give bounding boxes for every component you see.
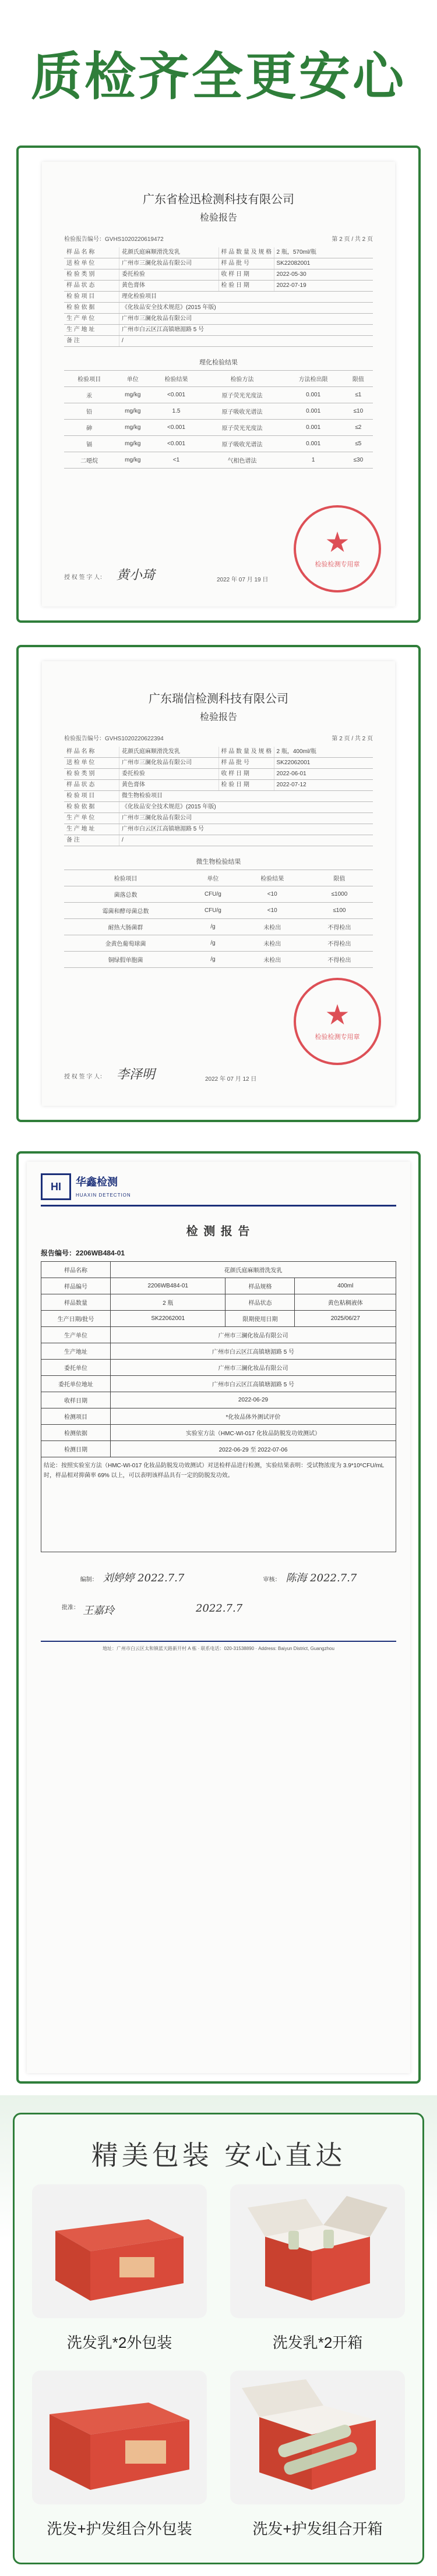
table-cell: 汞 xyxy=(64,387,114,403)
package-item-1 xyxy=(32,2184,207,2353)
info-row xyxy=(64,269,373,281)
info-value: / xyxy=(122,338,124,344)
table-cell: 0.001 xyxy=(283,436,344,452)
report3-compiler-signature: 刘婷婷 2022.7.7 xyxy=(103,1572,185,1584)
info-label: 生 产 地 址 xyxy=(64,325,119,335)
info-label: 送 检 单 位 xyxy=(64,758,119,768)
table-cell: ≤100 xyxy=(306,903,373,919)
table-cell: 未检出 xyxy=(239,935,306,952)
column-header: 方法检出限 xyxy=(283,371,344,387)
table-row xyxy=(41,1360,396,1376)
report1-number: 检验报告编号：GVHS1020220619472 xyxy=(64,236,164,243)
field-value: 广州市三澜化妆品有限公司 xyxy=(111,1327,396,1343)
field-label: 样品编号 xyxy=(41,1278,111,1294)
table-cell: mg/kg xyxy=(114,436,151,452)
info-row xyxy=(64,802,373,813)
info-value: 理化检验项目 xyxy=(122,293,157,300)
field-label: 委托单位 xyxy=(41,1360,111,1376)
report-document-3 xyxy=(27,1162,410,2073)
conclusion-text: 结论：按照实验室方法（HMC-WI-017 化妆品防脱发功效测试）对送检样品进行检测，实验结果表明：受试物浓度为 3.9*10⁶CFU/mL 时，样品相对抑菌率 69% 以上，可以表明该样品具有一定的防脱发功效。 xyxy=(41,1457,396,1552)
field-value: 2025/06/27 xyxy=(295,1311,396,1327)
info-value: 广州市白云区江高镇塘湄路 5 号 xyxy=(122,327,205,333)
table-cell: 金黄色葡萄球菌 xyxy=(64,935,187,952)
info-value: 广州市三澜化妆品有限公司 xyxy=(122,315,192,322)
table-cell: mg/kg xyxy=(114,452,151,469)
table-cell: 0.001 xyxy=(283,420,344,436)
report2-results-table xyxy=(64,870,373,968)
table-row xyxy=(64,387,373,403)
table-row xyxy=(64,952,373,968)
info-row xyxy=(64,325,373,336)
table-row xyxy=(64,919,373,935)
field-value: 广州市白云区江高镇塘湄路 5 号 xyxy=(111,1376,396,1392)
stamp-star-icon: ★ xyxy=(325,1000,350,1031)
report2-signature: 李泽明 xyxy=(116,1067,155,1082)
report3-reviewer-signature: 陈海 2022.7.7 xyxy=(286,1572,357,1584)
info-value: 广州市三澜化妆品有限公司 xyxy=(122,760,192,766)
report2-stamp xyxy=(294,978,381,1065)
table-cell: 耐热大肠菌群 xyxy=(64,919,187,935)
table-cell: <0.001 xyxy=(151,436,201,452)
report1-title: 检验报告 xyxy=(199,212,237,223)
field-label: 样品数量 xyxy=(41,1294,111,1311)
package-caption-2: 洗发乳*2开箱 xyxy=(272,2334,363,2351)
table-cell: 0.001 xyxy=(283,403,344,420)
report3-approver-label: 批准： xyxy=(62,1605,79,1611)
table-cell: 原子荧光光度法 xyxy=(202,387,283,403)
info-row xyxy=(64,747,373,758)
info-row xyxy=(64,336,373,347)
info-label: 检 验 类 别 xyxy=(64,269,119,280)
field-value: 广州市白云区江高镇塘湄路 5 号 xyxy=(111,1343,396,1360)
report2-title: 检验报告 xyxy=(199,711,237,722)
table-cell: CFU/g xyxy=(187,886,239,903)
info-label: 检 验 依 据 xyxy=(64,303,119,313)
packaging-card xyxy=(13,2113,424,2564)
report3-approver-signature: 王嘉玲 xyxy=(83,1605,114,1617)
info-value: 2 瓶，570ml/瓶 xyxy=(276,249,316,256)
info-value: 《化妆品安全技术规范》(2015 年版) xyxy=(122,304,216,311)
info-label: 生 产 单 位 xyxy=(64,314,119,324)
table-header-row xyxy=(64,870,373,886)
table-cell: 不得检出 xyxy=(306,919,373,935)
info-value: SK22062001 xyxy=(276,760,311,766)
field-label: 收样日期 xyxy=(41,1392,111,1408)
table-cell: <0.001 xyxy=(151,420,201,436)
field-value: 花颜氏庭麻顺滑洗发乳 xyxy=(111,1262,396,1278)
table-cell: 原子吸收光谱法 xyxy=(202,403,283,420)
package-item-2 xyxy=(230,2184,405,2353)
packaging-title: 精美包装 安心直达 xyxy=(91,2139,346,2171)
report3-compiler-label: 编制： xyxy=(80,1577,98,1583)
info-row xyxy=(64,758,373,769)
table-cell: 未检出 xyxy=(239,919,306,935)
table-cell: 霉菌和酵母菌总数 xyxy=(64,903,187,919)
info-value: 2022-06-01 xyxy=(276,771,306,777)
package-item-3 xyxy=(32,2371,207,2539)
table-row xyxy=(64,903,373,919)
field-label: 生产地址 xyxy=(41,1343,111,1360)
table-cell: ≤10 xyxy=(344,403,373,420)
info-row xyxy=(64,769,373,780)
table-row xyxy=(64,935,373,952)
field-label: 样品规格 xyxy=(225,1278,295,1294)
info-value: 2 瓶，400ml/瓶 xyxy=(276,748,316,755)
table-cell: /g xyxy=(187,952,239,968)
info-label: 检 验 项 目 xyxy=(64,791,119,801)
info-row xyxy=(64,835,373,846)
table-row xyxy=(41,1262,396,1278)
hero xyxy=(0,0,437,146)
info-value: 广州市三澜化妆品有限公司 xyxy=(122,815,192,821)
report3-header-bar xyxy=(41,1205,396,1207)
table-cell: 原子吸收光谱法 xyxy=(202,436,283,452)
info-row xyxy=(64,292,373,303)
info-row xyxy=(64,813,373,824)
report-card-2 xyxy=(16,645,421,1122)
report-card-3 xyxy=(16,1151,421,2084)
field-label: 检测依据 xyxy=(41,1425,111,1441)
report2-date: 2022 年 07 月 12 日 xyxy=(205,1076,257,1083)
report3-signatures xyxy=(41,1570,396,1585)
field-value: 400ml xyxy=(295,1278,396,1294)
info-label: 检 验 日 期 xyxy=(218,780,274,790)
column-header: 限值 xyxy=(344,371,373,387)
package-photo-1 xyxy=(32,2184,207,2318)
package-caption-3: 洗发+护发组合外包装 xyxy=(47,2520,192,2538)
table-row xyxy=(41,1425,396,1441)
field-value: *化妆品体外测试评价 xyxy=(111,1408,396,1425)
table-row xyxy=(64,436,373,452)
report1-signature: 黄小琦 xyxy=(116,568,155,583)
info-label: 样 品 名 称 xyxy=(64,247,119,258)
report3-number: 报告编号：2206WB484-01 xyxy=(41,1249,125,1257)
table-cell: 不得检出 xyxy=(306,935,373,952)
package-item-4 xyxy=(230,2371,405,2539)
report2-info xyxy=(64,747,373,846)
table-cell: /g xyxy=(187,935,239,952)
column-header: 限值 xyxy=(306,870,373,886)
info-label: 样 品 状 态 xyxy=(64,281,119,291)
column-header: 单位 xyxy=(114,371,151,387)
report-card-1 xyxy=(16,146,421,623)
field-value: 2 瓶 xyxy=(111,1294,225,1311)
table-cell: mg/kg xyxy=(114,403,151,420)
table-row xyxy=(41,1376,396,1392)
table-row xyxy=(41,1294,396,1311)
info-value: 花颜氏庭麻顺滑洗发乳 xyxy=(122,249,180,256)
conclusion-row xyxy=(41,1457,396,1552)
field-label: 委托单位地址 xyxy=(41,1376,111,1392)
info-label: 收 样 日 期 xyxy=(218,769,274,779)
info-value: 委托检验 xyxy=(122,271,145,278)
huaxin-logo-cn: 华鑫检测 xyxy=(76,1176,118,1188)
info-row xyxy=(64,303,373,314)
field-label: 生产日期/批号 xyxy=(41,1311,111,1327)
huaxin-logo xyxy=(41,1173,131,1200)
field-value: 实验室方法（HMC-WI-017 化妆品防脱发功效测试） xyxy=(111,1425,396,1441)
info-value: 2022-07-19 xyxy=(276,282,306,289)
info-label: 样 品 名 称 xyxy=(64,747,119,757)
info-row xyxy=(64,791,373,802)
report1-signer xyxy=(64,565,155,583)
packaging-section xyxy=(0,2095,437,2576)
info-value: 广州市三澜化妆品有限公司 xyxy=(122,260,192,267)
report3-title: 检 测 报 告 xyxy=(186,1225,251,1238)
huaxin-logo-icon: HI xyxy=(41,1173,71,1200)
info-label: 检 验 依 据 xyxy=(64,802,119,812)
table-row xyxy=(41,1441,396,1457)
field-label: 限期使用日期 xyxy=(225,1311,295,1327)
column-header: 检验项目 xyxy=(64,870,187,886)
hero-title: 质检齐全更安心 xyxy=(30,47,406,107)
package-photo-4 xyxy=(230,2371,405,2504)
table-cell: 砷 xyxy=(64,420,114,436)
info-label: 检 验 日 期 xyxy=(218,281,274,291)
info-label: 样 品 数 量 及 规 格 xyxy=(218,747,274,757)
info-row xyxy=(64,780,373,791)
table-cell: <1 xyxy=(151,452,201,469)
table-cell: 二噁烷 xyxy=(64,452,114,469)
info-label: 样 品 数 量 及 规 格 xyxy=(218,247,274,258)
table-row xyxy=(41,1343,396,1360)
table-cell: 0.001 xyxy=(283,387,344,403)
field-value: 2206WB484-01 xyxy=(111,1278,225,1294)
info-label: 生 产 地 址 xyxy=(64,824,119,835)
report1-date: 2022 年 07 月 19 日 xyxy=(217,577,269,583)
table-cell: <0.001 xyxy=(151,387,201,403)
report1-results-table xyxy=(64,370,373,469)
info-value: 微生物检验项目 xyxy=(122,793,163,799)
table-cell: 镉 xyxy=(64,436,114,452)
report1-section-title: 理化检验结果 xyxy=(199,359,238,366)
report1-signer-label: 授 权 签 字 人： xyxy=(64,574,106,581)
field-value: 2022-06-29 至 2022-07-06 xyxy=(111,1441,396,1457)
table-row xyxy=(41,1311,396,1327)
info-row xyxy=(64,314,373,325)
info-label: 样 品 批 号 xyxy=(218,258,274,269)
table-cell: ≤1 xyxy=(344,387,373,403)
report2-signer xyxy=(64,1065,155,1083)
table-row xyxy=(64,420,373,436)
table-cell: mg/kg xyxy=(114,420,151,436)
info-value: 广州市白云区江高镇塘湄路 5 号 xyxy=(122,826,205,832)
report3-table xyxy=(41,1261,396,1552)
column-header: 检验结果 xyxy=(239,870,306,886)
column-header: 单位 xyxy=(187,870,239,886)
table-cell: 气相色谱法 xyxy=(202,452,283,469)
column-header: 检验结果 xyxy=(151,371,201,387)
package-caption-1: 洗发乳*2外包装 xyxy=(66,2334,172,2351)
report3-approval xyxy=(62,1602,396,1617)
report3-footer: 地址：广州市白云区太和镇蓝天路新开村 A 栋 · 联系电话：020-31538890 · Address: Baiyun District, Guangzhou xyxy=(41,1641,396,1652)
field-label: 检测日期 xyxy=(41,1441,111,1457)
table-cell: ≤1000 xyxy=(306,886,373,903)
info-value: / xyxy=(122,837,124,843)
field-value: 2022-06-29 xyxy=(111,1392,396,1408)
table-cell: <10 xyxy=(239,903,306,919)
table-cell: ≤2 xyxy=(344,420,373,436)
table-cell: 不得检出 xyxy=(306,952,373,968)
report2-section-title: 微生物检验结果 xyxy=(196,858,241,865)
info-label: 收 样 日 期 xyxy=(218,269,274,280)
report2-company: 广东瑞信检测科技有限公司 xyxy=(149,691,288,705)
info-label: 检 验 类 别 xyxy=(64,769,119,779)
table-cell: 1.5 xyxy=(151,403,201,420)
report1-stamp xyxy=(294,505,381,592)
package-photo-3 xyxy=(32,2371,207,2504)
table-cell: 原子荧光光度法 xyxy=(202,420,283,436)
report2-stamp-text: 检验检测专用章 xyxy=(315,1034,360,1041)
report-document-2 xyxy=(42,661,395,1106)
column-header: 检验方法 xyxy=(202,371,283,387)
info-value: 《化妆品安全技术规范》(2015 年版) xyxy=(122,804,216,810)
info-value: 黄色膏体 xyxy=(122,782,145,788)
table-cell: ≤30 xyxy=(344,452,373,469)
stamp-star-icon: ★ xyxy=(325,527,350,558)
info-row xyxy=(64,281,373,292)
info-value: 黄色膏体 xyxy=(122,282,145,289)
table-cell: CFU/g xyxy=(187,903,239,919)
table-row xyxy=(41,1392,396,1408)
table-cell: <10 xyxy=(239,886,306,903)
report1-stamp-text: 检验检测专用章 xyxy=(315,561,360,568)
table-cell: /g xyxy=(187,919,239,935)
info-label: 送 检 单 位 xyxy=(64,258,119,269)
field-label: 样品名称 xyxy=(41,1262,111,1278)
table-row xyxy=(64,886,373,903)
report-document-1 xyxy=(42,162,395,606)
info-value: 2022-05-30 xyxy=(276,271,306,278)
report1-company: 广东省检迅检测科技有限公司 xyxy=(143,192,294,206)
table-cell: 铅 xyxy=(64,403,114,420)
table-cell: 菌落总数 xyxy=(64,886,187,903)
table-cell: 铜绿假单胞菌 xyxy=(64,952,187,968)
report3-reviewer-label: 审核： xyxy=(263,1577,281,1583)
report2-signer-label: 授 权 签 字 人： xyxy=(64,1074,106,1080)
table-cell: 1 xyxy=(283,452,344,469)
info-label: 备 注 xyxy=(64,835,119,846)
info-value: 花颜氏庭麻顺滑洗发乳 xyxy=(122,748,180,755)
info-label: 样 品 批 号 xyxy=(218,758,274,768)
info-row xyxy=(64,824,373,835)
table-header-row xyxy=(64,371,373,387)
report1-info xyxy=(64,247,373,347)
table-row xyxy=(41,1408,396,1425)
info-label: 检 验 项 目 xyxy=(64,292,119,302)
field-label: 样品状态 xyxy=(225,1294,295,1311)
field-value: 黄色粘稠液体 xyxy=(295,1294,396,1311)
info-value: 2022-07-12 xyxy=(276,782,306,788)
info-row xyxy=(64,258,373,269)
package-caption-4: 洗发+护发组合开箱 xyxy=(252,2520,383,2538)
field-value: 广州市三澜化妆品有限公司 xyxy=(111,1360,396,1376)
info-row xyxy=(64,247,373,258)
table-row xyxy=(41,1278,396,1294)
field-label: 生产单位 xyxy=(41,1327,111,1343)
report1-page: 第 2 页 / 共 2 页 xyxy=(332,236,373,243)
info-value: 委托检验 xyxy=(122,771,145,777)
table-row xyxy=(41,1327,396,1343)
info-value: SK22082001 xyxy=(276,260,311,267)
field-label: 检测项目 xyxy=(41,1408,111,1425)
huaxin-logo-en: HUAXIN DETECTION xyxy=(76,1193,131,1198)
field-value: SK22062001 xyxy=(111,1311,225,1327)
package-photo-2 xyxy=(230,2184,405,2318)
column-header: 检验项目 xyxy=(64,371,114,387)
table-cell: 未检出 xyxy=(239,952,306,968)
info-label: 备 注 xyxy=(64,336,119,346)
report3-sign-date: 2022.7.7 xyxy=(196,1602,243,1615)
table-cell: ≤5 xyxy=(344,436,373,452)
table-cell: mg/kg xyxy=(114,387,151,403)
table-row xyxy=(64,403,373,420)
table-row xyxy=(64,452,373,469)
report2-number: 检验报告编号：GVHS1020220622394 xyxy=(64,736,164,742)
info-label: 生 产 单 位 xyxy=(64,813,119,824)
report2-page: 第 2 页 / 共 2 页 xyxy=(332,736,373,742)
info-label: 样 品 状 态 xyxy=(64,780,119,790)
